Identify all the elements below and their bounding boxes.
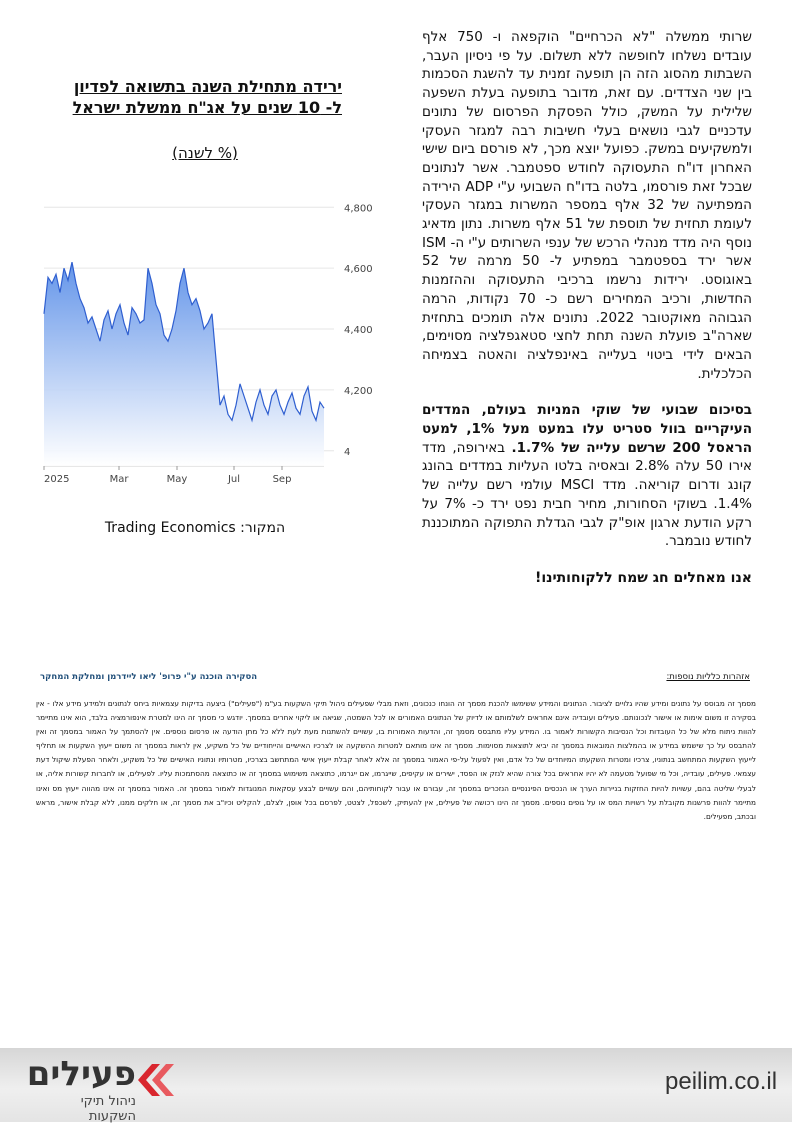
disclaimer-text: מסמך זה מבוסס על נתונים ומידע שהיו גלויים לציבור. הנתונים והמידע ששימשו להכנת מסמך זה הונחו כנכונים, וזאת מבלי שפעילים ניהול תיקי השקעות בע"מ ("פעילים") ביצעה בדיקות עצמאיות ביחס לנתונים ולמידע מידע אלו - אין בסקירה זו משום אימות או אישור לנכונותם. פעילים ועובדיה אינם אחראים לשלמותם או לדיוק של הנתונים האמורים או לכל השמטה, שגיאה או ליקוי אחרים במסמך. יודגש כי מסמך זה הינו למטרת אינפורמציה בלבד, הוא אינו מתיימר להוות ניתוח מלא של כל העובדות וכל הנסיבות הקשורות לאמור בו. המידע עליו מתבסס מסמך זה, והדעות האמורות בו, עשויים להשתנות מעת לעת ללא כל מתן הודעה או פרסום נוספים. אין להסתמך על האמור במסמך זה ואין להתבסס על כך שישמש במידע או בהמלצות המובאות במסמך זה יביא לתוצאות מסוימות. מסמך זה אינו מותאם למטרות ההשקעה או לצרכיו האישיים והייחודיים של כל משקיע, אין לראות במסמך זה משום ייעוץ השקעות או תחליף לייעוץ השקעות המתחשב בנתוניו, צרכיו ומטרות השקעתו המיוחדים של כל אדם, ואין לפעול על-פי האמור במסמך זה אלא לאחר קבלת ייעוץ אישי המתחשב בצרכיו, מטרותיו ונתוניו האישיים של כל משקיע, ולאחר הפעלת שיקול דעת עצמאי. פעילים, עובדיה, וכל מי שפועל מטעמה לא יהיו אחראים בכל צורה שהיא לנזק או הפסד, ישירים או עקיפים, שייגרמו, אם ייגרמו, כתוצאה משימוש במסמך זה או כתוצאה מהסתמכות עליו. לפעילים, או לחברות קשורות אליה, או לבעלי שליטה בהם, עשויות להיות החזקות בניירות הערך או הנכסים הפיננסיים הנזכרים במסמך זה, עבורם או עבור לקוחותיהם, והם עשויים לבצע עסקאות המנוגדות לאמור במסמך זה. האמור במסמך זה אינו מהווה ייעוץ מס ואינו מתיימר להוות פרשנות מקובלת על רשויות המס או על גופים נוספים. מסמך זה הינו רכושה של פעילים, אין להעתיק, לשכפל, לצטט, לפרסם בכל אופן, לצלם, להקליט וכיו"ב את מסמך זה, או חלקים ממנו, ללא קבלת אישור, מראש ובכתב, מפעילים.: [36, 699, 756, 821]
logo-tagline: ניהול תיקי השקעות: [80, 1094, 136, 1124]
website-link[interactable]: peilim.co.il: [665, 1068, 778, 1095]
x-tick-label: 2025: [44, 474, 70, 485]
y-tick-label: 4,600: [344, 264, 373, 276]
x-tick-label: May: [166, 474, 188, 485]
y-tick-label: 4: [344, 446, 351, 458]
y-tick-label: 4,200: [344, 385, 373, 397]
chart-unit-label: (% לשנה): [172, 144, 238, 162]
chart-title-line-2: ל- 10 שנים על אג"ח ממשלת ישראל: [72, 98, 342, 117]
x-tick-label: Sep: [272, 474, 292, 485]
footer: [0, 1048, 792, 1122]
yield-chart: [36, 178, 376, 500]
logo-chevron-icon: [134, 1058, 178, 1102]
closing-greeting: אנו מאחלים חג שמח ללקוחותינו!: [534, 569, 752, 586]
y-tick-label: 4,800: [344, 203, 373, 215]
y-tick-label: 4,400: [344, 325, 373, 337]
chart-source: המקור: Trading Economics: [104, 520, 286, 536]
x-tick-label: Mar: [109, 474, 129, 485]
disclaimer-header: [40, 672, 750, 688]
article-paragraph-1: שרותי ממשלה "לא הכרחיים" הוקפאה ו- 750 אלף עובדים נשלחו לחופשה ללא תשלום. על פי ניסיון העבר, השבתות מהסוג הזה הן תופעה זמנית עד להשגת הסכמות בין שני הצדדים. עם זאת, מדובר בתופעה בעלת השפעה שלילית על המשק, כולל הפסקת הפרסום של נתונים עדכניים לגבי נושאים בעלי חשיבות רבה למגזר העסקי ולמשקיעים במשק. כפועל יוצא מכך, לא פורסם ביום שישי האחרון דו"ח התעסוקה לחודש ספטמבר. אשר לנתונים שבכל זאת פורסמו, בלטה בדו"ח השבועי ע"י ADP הירידה המפתיעה של 32 אלף במספר המשרות במגזר העסקי לעומת תחזית של תוספת של 51 אלף משרות. נתון מדאיג נוסף היה מדד מנהלי הרכש של ענפי השרותים ע"י ה- ISM אשר ירד בספטמבר במפתיע ל- 50 מרמה של 52 באוגוסט. ירידות נרשמו ברכיבי התעסוקה וההזמנות החדשות, ורכיב המחירים רשם כ- 70 נקודות, הרמה הגבוהה מאוקטובר 2022. נתונים אלה תומכים בתחזית שארה"ב פועלת השנה תחת לחצי סטאגפלציה מסוימים, הבאים לידי ביטוי בעלייה באינפלציה והאטה בצמיחה הכלכלית.: [422, 29, 753, 382]
x-tick-label: Jul: [227, 474, 241, 485]
article-body: [422, 28, 752, 588]
disclaimer-label: אזהרות כלליות נוספות:: [666, 672, 750, 682]
yield-chart-svg: [36, 178, 376, 500]
logo-name: פעילים: [26, 1054, 136, 1094]
article-paragraph-2-bold: בסיכום שבועי של שוקי המניות בעולם, המדדים העיקריים בוול סטריט עלו במעט מעל 1%, למעט הראסל 200 שרשם עלייה של 1.7%.: [422, 402, 752, 456]
chart-title: [50, 76, 342, 118]
article-paragraph-2: [422, 401, 752, 551]
article-paragraph-2-rest: באירופה, מדד אירו 50 עלה 2.8% ובאסיה בלטו העליות במדדים בהונג קונג ודרום קוריאה. מדד MSCI עולמי רשם עלייה של 1.4%. בשוקי הסחורות, מחיר חבית נפט ירד כ- 7% על רקע הודעת ארגון אופ"ק לגבי הגדלת התפוקה המתוכננת לחודש נובמבר.: [422, 439, 752, 550]
chart-title-line-1: ירידה מתחילת השנה בתשואה לפדיון: [73, 77, 342, 96]
prepared-by: הסקירה הוכנה ע"י פרופ' ליאו ליידרמן ומחלקת המחקר: [40, 672, 258, 682]
